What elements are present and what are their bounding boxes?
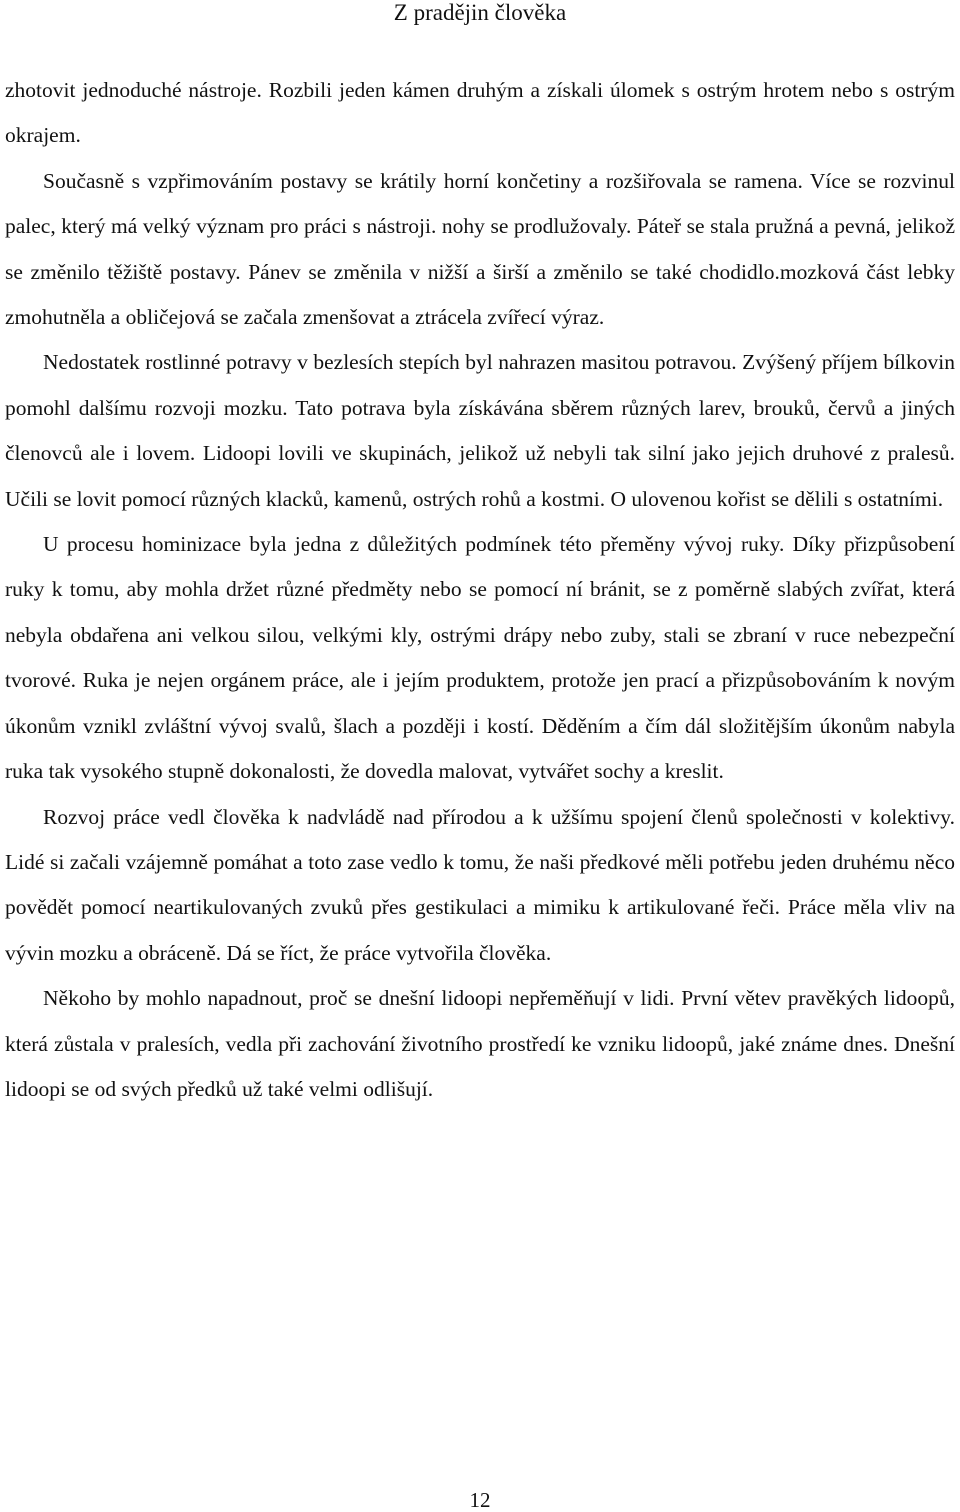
paragraph-2: Současně s vzpřimováním postavy se krátily horní končetiny a rozšiřovala se ramena. Více se rozvinul palec, který má velký význam pro práci s nástroji. nohy se prodlužovaly. Páteř se stala pružná a pevná, jelikož se změnilo těžiště postavy. Pánev se změnila v nižší a širší a změnilo se také chodidlo.mozková část lebky zmohutněla a obličejová se začala zmenšovat a ztrácela zvířecí výraz. — [5, 168, 955, 330]
body-text — [5, 68, 955, 1112]
running-header: Z pradějin člověka — [393, 0, 567, 25]
paragraph-3: Nedostatek rostlinné potravy v bezlesích stepích byl nahrazen masitou potravou. Zvýšený příjem bílkovin pomohl dalšímu rozvoji mozku. Tato potrava byla získávána sběrem různých larev, brouků, červů a jiných členovců ale i lovem. Lidoopi lovili ve skupinách, jelikož už nebyli tak silní jako jejich druhové z pralesů. Učili se lovit pomocí různých klacků, kamenů, ostrých rohů a kostmi. O ulovenou kořist se dělili s ostatními. — [5, 350, 955, 511]
paragraph-5: Rozvoj práce vedl člověka k nadvládě nad přírodou a k užšímu spojení členů společnosti v kolektivy. Lidé si začali vzájemně pomáhat a toto zase vedlo k tomu, že naši předkové měli potřebu jeden druhému něco povědět pomocí neartikulovaných zvuků přes gestikulaci a mimiku k artikulované řeči. Práce měla vliv na vývin mozku a obráceně. Dá se říct, že práce vytvořila člověka. — [5, 804, 955, 965]
paragraph-1: zhotovit jednoduché nástroje. Rozbili jeden kámen druhým a získali úlomek s ostrým hrotem nebo s ostrým okrajem. — [5, 78, 955, 148]
page-number: 12 — [469, 1488, 491, 1512]
paragraph-4: U procesu hominizace byla jedna z důležitých podmínek této přeměny vývoj ruky. Díky přizpůsobení ruky k tomu, aby mohla držet různé předměty nebo se pomocí ní bránit, se z poměrně slabých zvířat, která nebyla obdařena ani velkou silou, velkými kly, ostrými drápy nebo zuby, stali se zbraní v ruce nebezpeční tvorové. Ruka je nejen orgánem práce, ale i jejím produktem, protože jen prací a přizpůsobováním k novým úkonům vznikl zvláštní vývoj svalů, šlach a později i kostí. Děděním a čím dál složitějším úkonům nabyla ruka tak vysokého stupně dokonalosti, že dovedla malovat, vytvářet sochy a kreslit. — [5, 532, 955, 784]
paragraph-6: Někoho by mohlo napadnout, proč se dnešní lidoopi nepřeměňují v lidi. První větev pravěkých lidoopů, která zůstala v pralesích, vedla při zachování životního prostředí ke vzniku lidoopů, jaké známe dnes. Dnešní lidoopi se od svých předků už také velmi odlišují. — [5, 986, 955, 1101]
